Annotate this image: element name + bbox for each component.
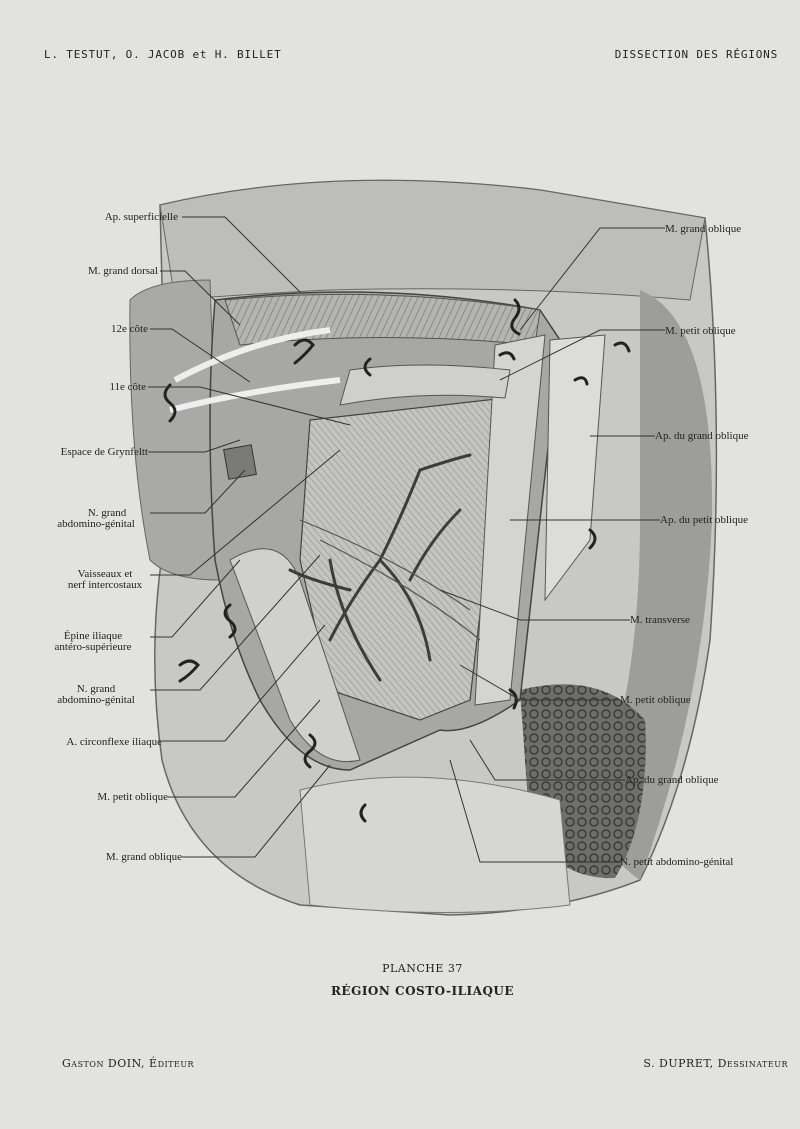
label-n-grand-1a: N. grand	[87, 507, 127, 519]
label-epine-2: antéro-supérieure	[54, 641, 132, 653]
label-vaisseaux-2: nerf intercostaux	[67, 579, 143, 591]
label-ap-grand-oblique-2: Ap. du grand oblique	[625, 774, 719, 786]
label-a-circonflexe: A. circonflexe iliaque	[66, 736, 162, 748]
plate-title: RÉGION COSTO-ILIAQUE	[330, 984, 515, 998]
label-vaisseaux-1: Vaisseaux et	[77, 568, 133, 580]
label-n-grand-2a: N. grand	[76, 683, 116, 695]
header-series: DISSECTION DES RÉGIONS	[614, 48, 778, 61]
label-m-grand-dorsal: M. grand dorsal	[88, 265, 158, 277]
label-m-petit-oblique-right-2: M. petit oblique	[620, 694, 691, 706]
header-authors: L. TESTUT, O. JACOB et H. BILLET	[44, 48, 282, 61]
label-12e-cote: 12e côte	[111, 323, 148, 335]
label-n-grand-1b: abdomino-génital	[57, 518, 135, 530]
label-11e-cote: 11e côte	[109, 381, 146, 393]
label-n-petit-abdomino-genital: N. petit abdomino-génital	[620, 856, 734, 868]
label-espace-grynfeltt: Espace de Grynfeltt	[60, 446, 148, 458]
label-epine-1: Épine iliaque	[63, 630, 123, 642]
label-ap-grand-oblique-1: Ap. du grand oblique	[655, 430, 749, 442]
label-m-petit-oblique-left: M. petit oblique	[97, 791, 168, 803]
label-n-grand-2b: abdomino-génital	[57, 694, 135, 706]
label-m-grand-oblique-left: M. grand oblique	[105, 851, 182, 863]
plate-number: PLANCHE 37	[382, 962, 463, 975]
footer-publisher: Gaston DOIN, Éditeur	[62, 1057, 195, 1070]
label-ap-petit-oblique: Ap. du petit oblique	[660, 514, 748, 526]
label-m-grand-oblique-right: M. grand oblique	[665, 223, 742, 235]
label-m-petit-oblique-right-1: M. petit oblique	[665, 325, 736, 337]
footer-artist: S. DUPRET, Dessinateur	[643, 1057, 788, 1070]
label-ap-superficielle: Ap. superficielle	[104, 211, 178, 223]
label-m-transverse: M. transverse	[630, 614, 690, 626]
